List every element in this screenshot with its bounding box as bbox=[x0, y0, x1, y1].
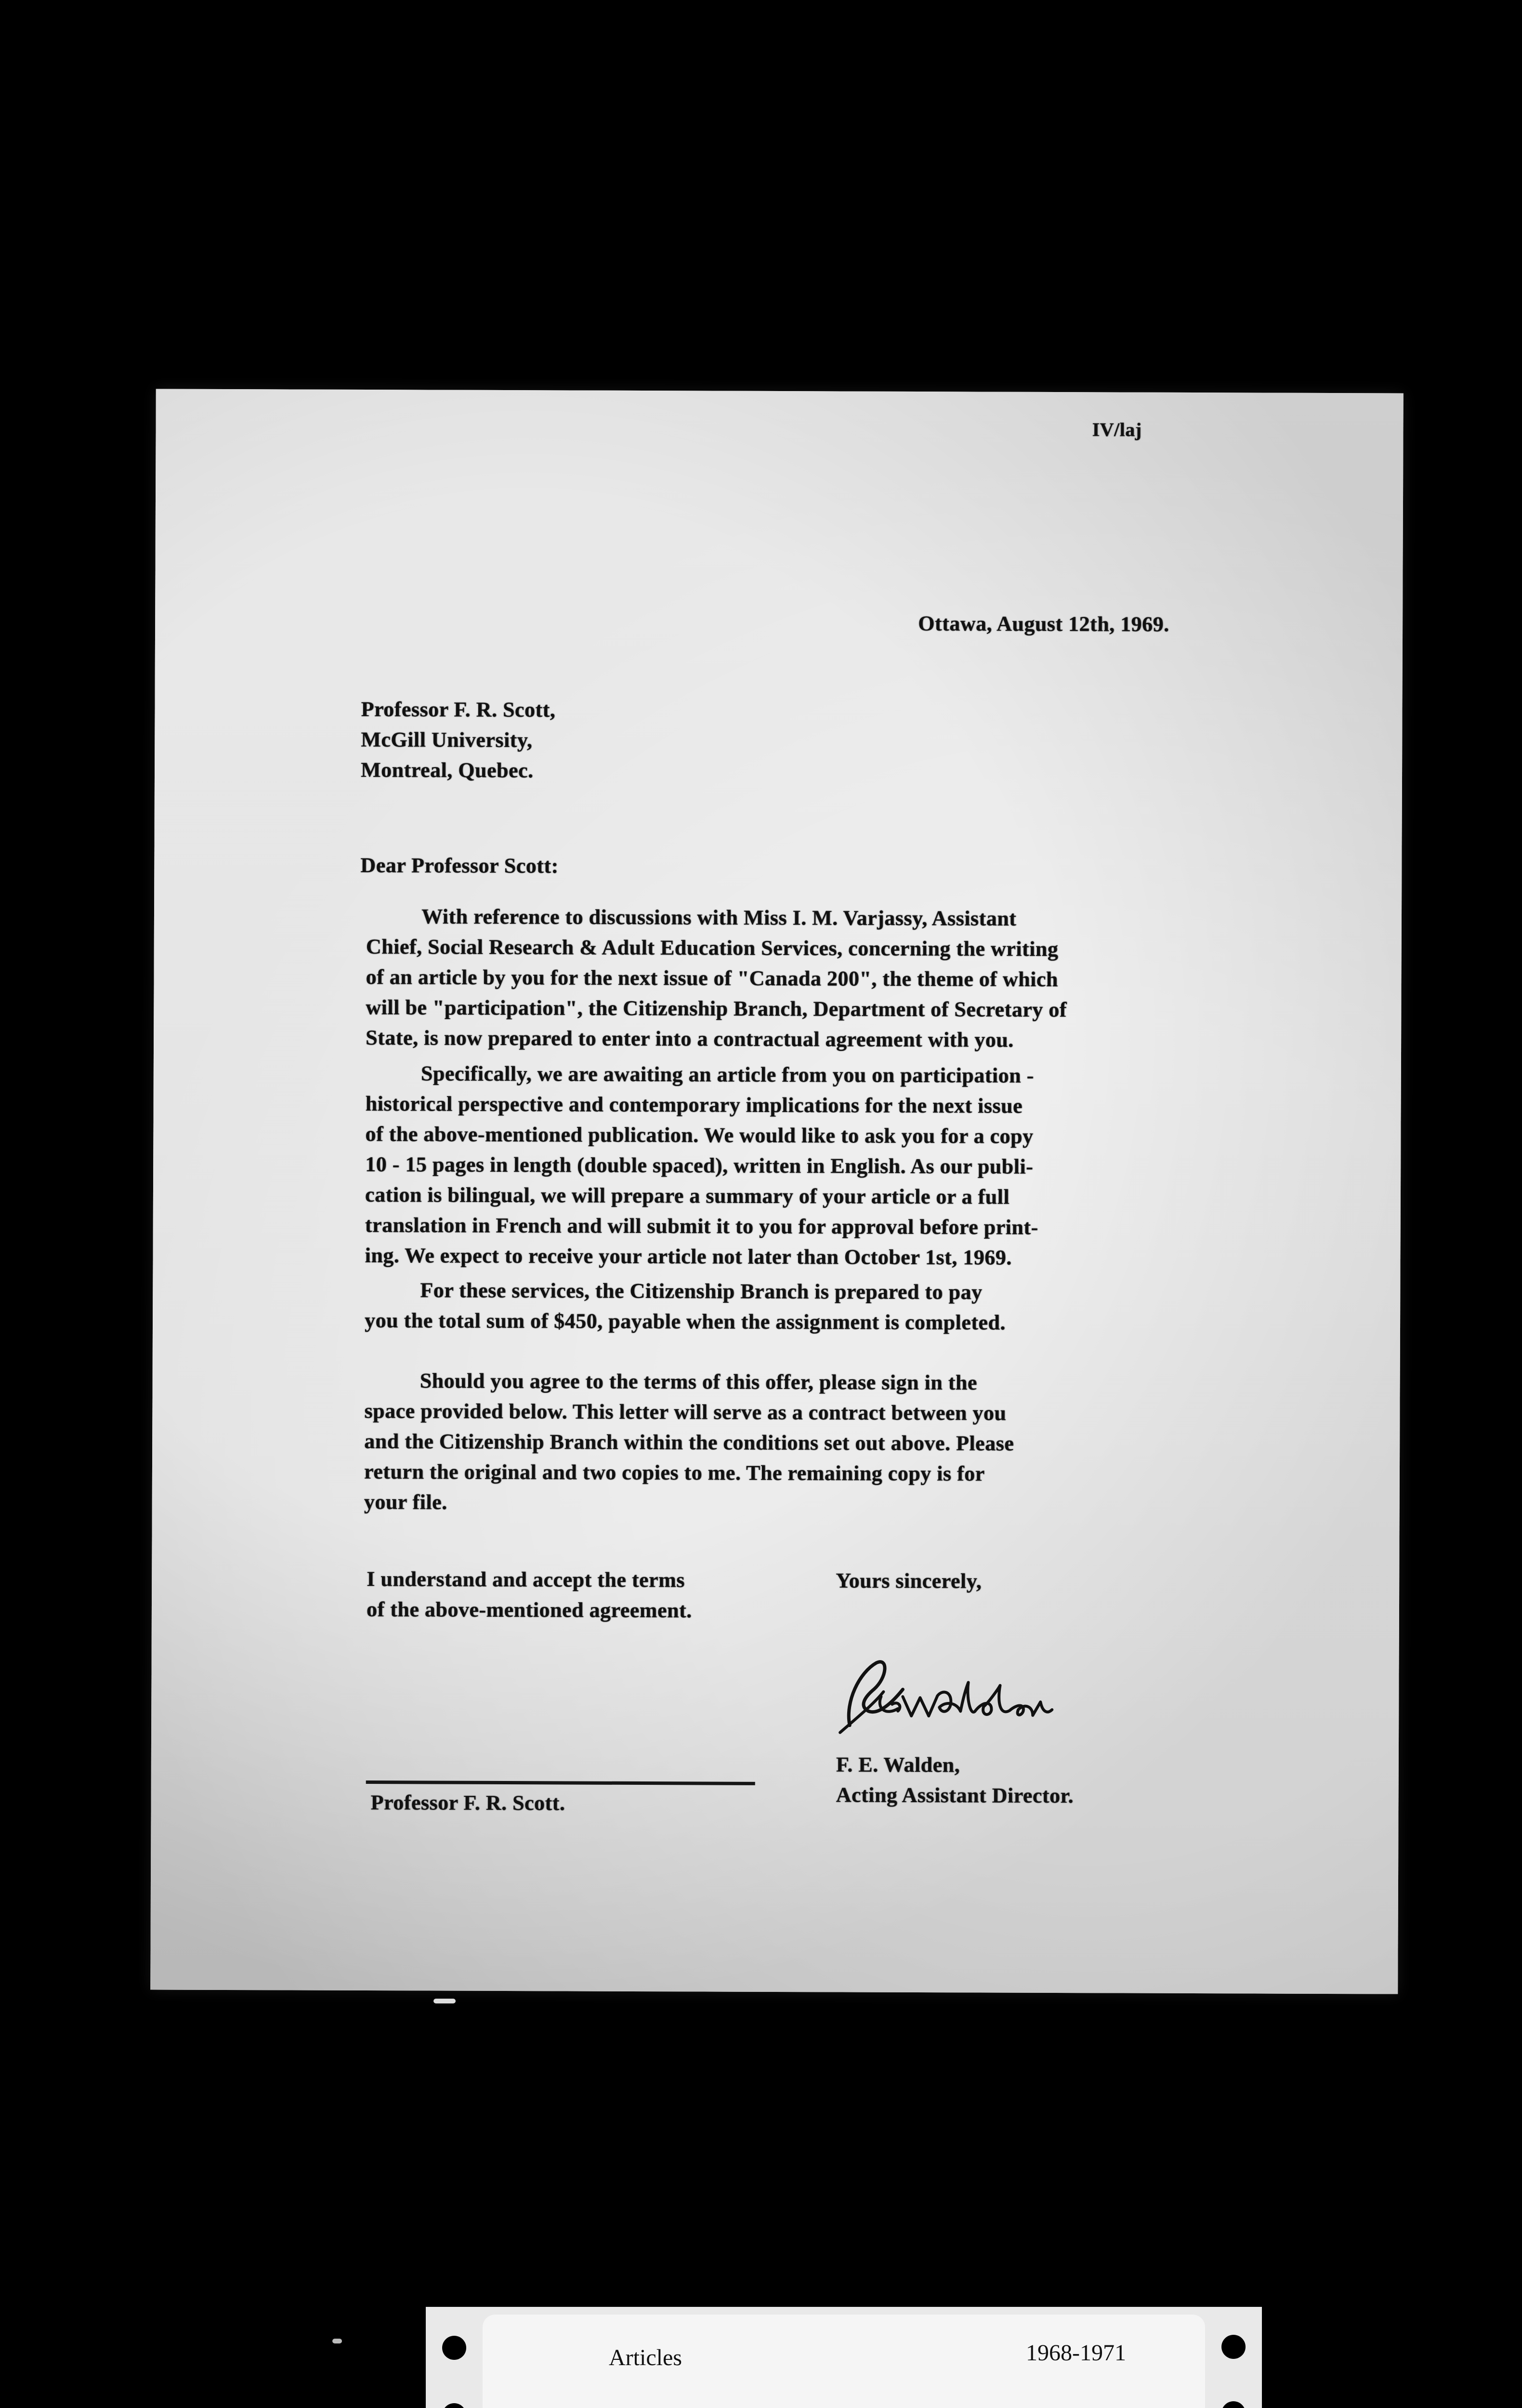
recipient-line: Professor F. R. Scott, bbox=[361, 697, 556, 722]
acceptance-statement bbox=[367, 1564, 692, 1625]
handwritten-signature bbox=[830, 1643, 1057, 1755]
paragraph-line: ing. We expect to receive your article not later than October 1st, 1969. bbox=[365, 1243, 1012, 1269]
paragraph-line: return the original and two copies to me. The remaining copy is for bbox=[364, 1460, 985, 1486]
signer-title: Acting Assistant Director. bbox=[836, 1783, 1074, 1808]
label-face bbox=[483, 2315, 1205, 2408]
recipient-address bbox=[361, 694, 555, 785]
paragraph-line: Should you agree to the terms of this offer, please sign in the bbox=[420, 1369, 977, 1395]
signatory-label: Professor F. R. Scott. bbox=[370, 1791, 565, 1815]
paragraph-line: historical perspective and contemporary implications for the next issue bbox=[365, 1092, 1023, 1118]
paragraph-line: space provided below. This letter will serve as a contract between you bbox=[364, 1399, 1007, 1425]
letter-sheet bbox=[150, 389, 1404, 1994]
acceptance-line: I understand and accept the terms bbox=[367, 1567, 685, 1592]
punch-hole bbox=[1221, 2335, 1246, 2359]
label-title: Articles bbox=[609, 2345, 682, 2370]
dateline: Ottawa, August 12th, 1969. bbox=[918, 612, 1169, 636]
punch-hole bbox=[442, 2403, 466, 2408]
paragraph-line: and the Citizenship Branch within the conditions set out above. Please bbox=[364, 1429, 1014, 1455]
paragraph-line: your file. bbox=[364, 1490, 447, 1514]
paragraph-line: State, is now prepared to enter into a contractual agreement with you. bbox=[366, 1026, 1014, 1052]
archive-label-card bbox=[426, 2307, 1262, 2408]
acceptance-line: of the above-mentioned agreement. bbox=[366, 1597, 692, 1623]
paragraph-1 bbox=[366, 901, 1067, 1055]
paragraph-line: For these services, the Citizenship Branch is prepared to pay bbox=[420, 1278, 983, 1304]
paragraph-2 bbox=[365, 1058, 1038, 1273]
paragraph-4 bbox=[364, 1365, 1014, 1519]
paragraph-3 bbox=[365, 1275, 1006, 1338]
punch-hole bbox=[442, 2336, 466, 2360]
paragraph-line: you the total sum of $450, payable when the assignment is completed. bbox=[364, 1309, 1006, 1335]
reference-code: IV/laj bbox=[1092, 419, 1142, 441]
paragraph-line: will be "participation", the Citizenship Branch, Department of Secretary of bbox=[366, 995, 1067, 1022]
paragraph-line: translation in French and will submit it to you for approval before print- bbox=[365, 1213, 1038, 1239]
paragraph-line: cation is bilingual, we will prepare a summary of your article or a full bbox=[365, 1183, 1010, 1209]
closing: Yours sincerely, bbox=[836, 1569, 982, 1593]
signer-block bbox=[836, 1749, 1074, 1811]
paragraph-line: Chief, Social Research & Adult Education Services, concerning the writing bbox=[366, 935, 1059, 961]
recipient-line: McGill University, bbox=[361, 727, 533, 752]
label-years: 1968-1971 bbox=[1026, 2340, 1126, 2366]
salutation: Dear Professor Scott: bbox=[360, 853, 559, 878]
signer-name: F. E. Walden, bbox=[836, 1753, 960, 1777]
paragraph-line: of the above-mentioned publication. We would like to ask you for a copy bbox=[365, 1122, 1034, 1148]
recipient-line: Montreal, Quebec. bbox=[360, 758, 534, 783]
film-speck bbox=[433, 1999, 456, 2003]
paragraph-line: Specifically, we are awaiting an article from you on participation - bbox=[420, 1061, 1034, 1087]
paragraph-line: With reference to discussions with Miss I. M. Varjassy, Assistant bbox=[421, 904, 1017, 930]
punch-hole bbox=[1221, 2401, 1246, 2408]
signature-line bbox=[366, 1780, 755, 1785]
film-speck bbox=[332, 2339, 342, 2343]
paragraph-line: of an article by you for the next issue of "Canada 200", the theme of which bbox=[366, 965, 1058, 992]
paragraph-line: 10 - 15 pages in length (double spaced), written in English. As our publi- bbox=[365, 1152, 1034, 1178]
